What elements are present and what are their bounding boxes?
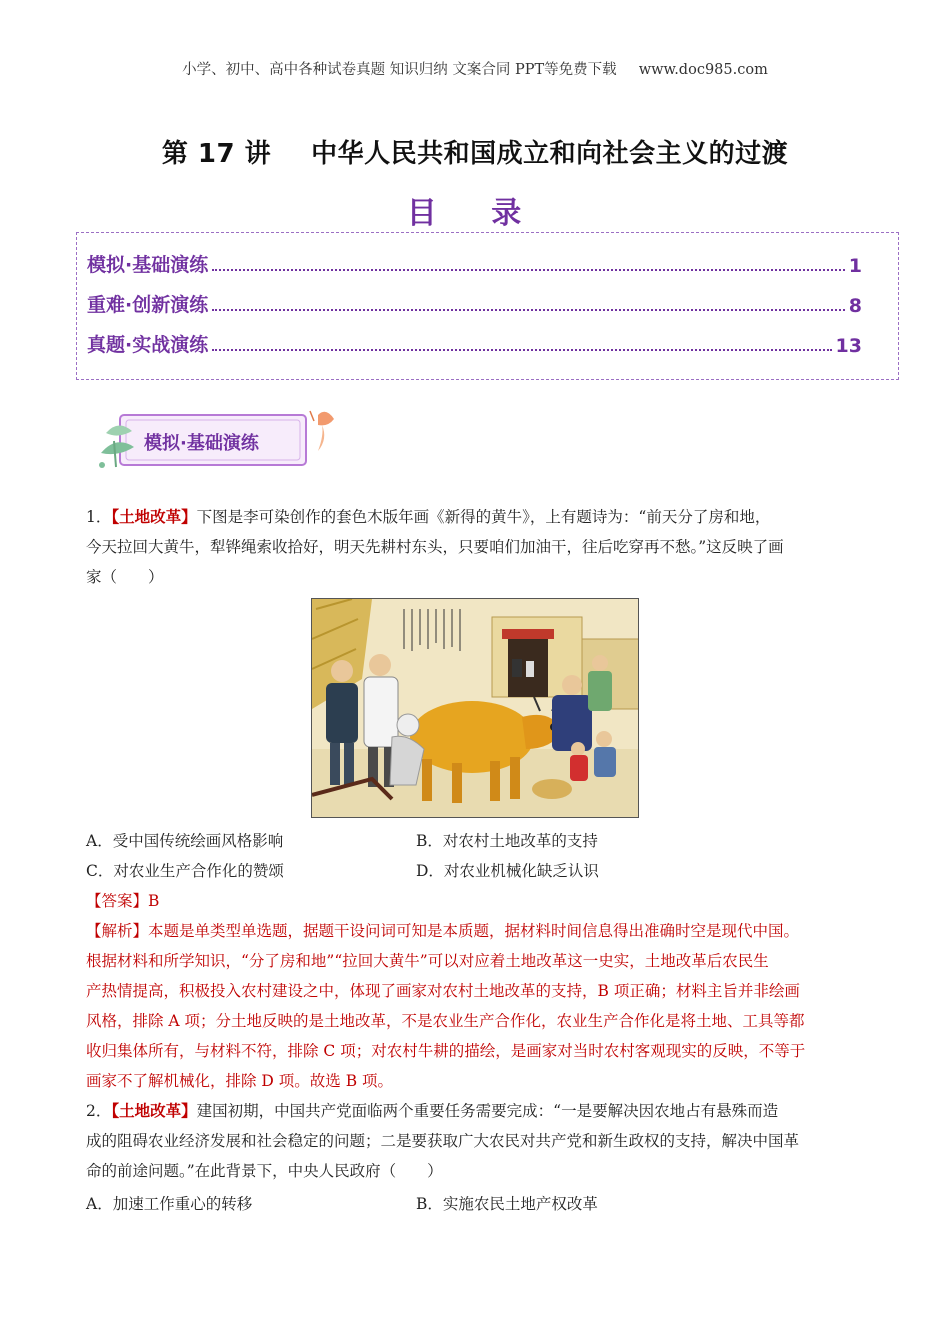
q1-analysis-line: 收归集体所有，与材料不符，排除 C 项；对农村牛耕的描绘，是画家对当时农村客观现实的反映，不等于 xyxy=(86,1042,806,1060)
q1-answer: 【答案】B xyxy=(86,892,160,910)
q1-tag: 【土地改革】 xyxy=(111,507,197,526)
q1-line3: 家（ ） xyxy=(86,568,164,586)
q1-analysis-line: 根据材料和所学知识，“分了房和地”“拉回大黄牛”可以对应着土地改革这一史实，土地改革后农民生 xyxy=(86,952,769,970)
page-title xyxy=(0,133,950,170)
q2-option-a[interactable]: A．加速工作重心的转移 xyxy=(86,1195,253,1213)
toc-item-3[interactable] xyxy=(87,329,862,357)
header-site[interactable]: www.doc985.com xyxy=(638,62,768,78)
table-of-contents xyxy=(76,232,899,380)
question-1 xyxy=(86,502,866,592)
section-banner xyxy=(96,405,346,475)
new-yellow-ox-image xyxy=(312,599,639,818)
question-2 xyxy=(86,1096,866,1186)
q1-analysis-line: 画家不了解机械化，排除 D 项。故选 B 项。 xyxy=(86,1072,394,1090)
toc-item-2[interactable] xyxy=(87,289,862,317)
toc-leader-dots xyxy=(212,349,831,351)
page-header xyxy=(0,58,950,79)
toc-leader-dots xyxy=(212,309,845,311)
toc-item-1[interactable] xyxy=(87,249,862,277)
q1-option-a[interactable]: A．受中国传统绘画风格影响 xyxy=(86,832,284,850)
lecture-number: 第 17 讲 xyxy=(161,139,272,169)
banner-label: 模拟·基础演练 xyxy=(144,433,259,454)
q1-line2: 今天拉回大黄牛，犁铧绳索收拾好，明天先耕村东头，只要咱们加油干，往后吃穿再不愁。”这反映了画 xyxy=(86,538,784,556)
toc-heading: 目 录 xyxy=(406,196,544,231)
toc-leader-dots xyxy=(212,269,845,271)
q2-option-b[interactable]: B．实施农民土地产权改革 xyxy=(416,1195,598,1213)
q1-analysis-line: 产热情提高，积极投入农村建设之中，体现了画家对农村土地改革的支持，B 项正确；材料主旨并非绘画 xyxy=(86,982,800,1000)
q2-line2: 成的阻碍农业经济发展和社会稳定的问题；二是要获取广大农民对共产党和新生政权的支持，解决中国革 xyxy=(86,1132,800,1150)
toc-item-label: 重难·创新演练 xyxy=(87,294,209,316)
q1-number: 1． xyxy=(86,508,112,526)
q1-analysis-line: 风格，排除 A 项；分土地反映的是土地改革，不是农业生产合作化，农业生产合作化是将土地、工具等都 xyxy=(86,1012,805,1030)
lecture-topic: 中华人民共和国成立和向社会主义的过渡 xyxy=(311,139,789,169)
q1-answer-block xyxy=(86,886,866,1096)
q1-option-d[interactable]: D．对农业机械化缺乏认识 xyxy=(416,862,599,880)
q2-line3: 命的前途问题。”在此背景下，中央人民政府（ ） xyxy=(86,1162,443,1180)
q1-line1: 下图是李可染创作的套色木版年画《新得的黄牛》，上有题诗为：“前天分了房和地， xyxy=(196,508,771,526)
q2-line1: 建国初期，中国共产党面临两个重要任务需要完成：“一是要解决因农地占有悬殊而造 xyxy=(196,1102,779,1120)
q1-option-c[interactable]: C．对农业生产合作化的赞颂 xyxy=(86,862,284,880)
woodblock-painting xyxy=(311,598,639,818)
q2-number: 2． xyxy=(86,1102,112,1120)
q2-tag: 【土地改革】 xyxy=(111,1101,197,1120)
toc-item-label: 模拟·基础演练 xyxy=(87,254,209,276)
q1-option-b[interactable]: B．对农村土地改革的支持 xyxy=(416,832,598,850)
toc-item-label: 真题·实战演练 xyxy=(87,334,209,356)
toc-item-page: 8 xyxy=(848,295,862,317)
toc-item-page: 1 xyxy=(848,255,862,277)
header-text: 小学、初中、高中各种试卷真题 知识归纳 文案合同 PPT等免费下载 xyxy=(182,62,617,78)
q1-analysis-line: 【解析】本题是单类型单选题，据题干设问词可知是本质题，据材料时间信息得出准确时空是现代中国。 xyxy=(86,922,800,940)
toc-item-page: 13 xyxy=(835,335,862,357)
